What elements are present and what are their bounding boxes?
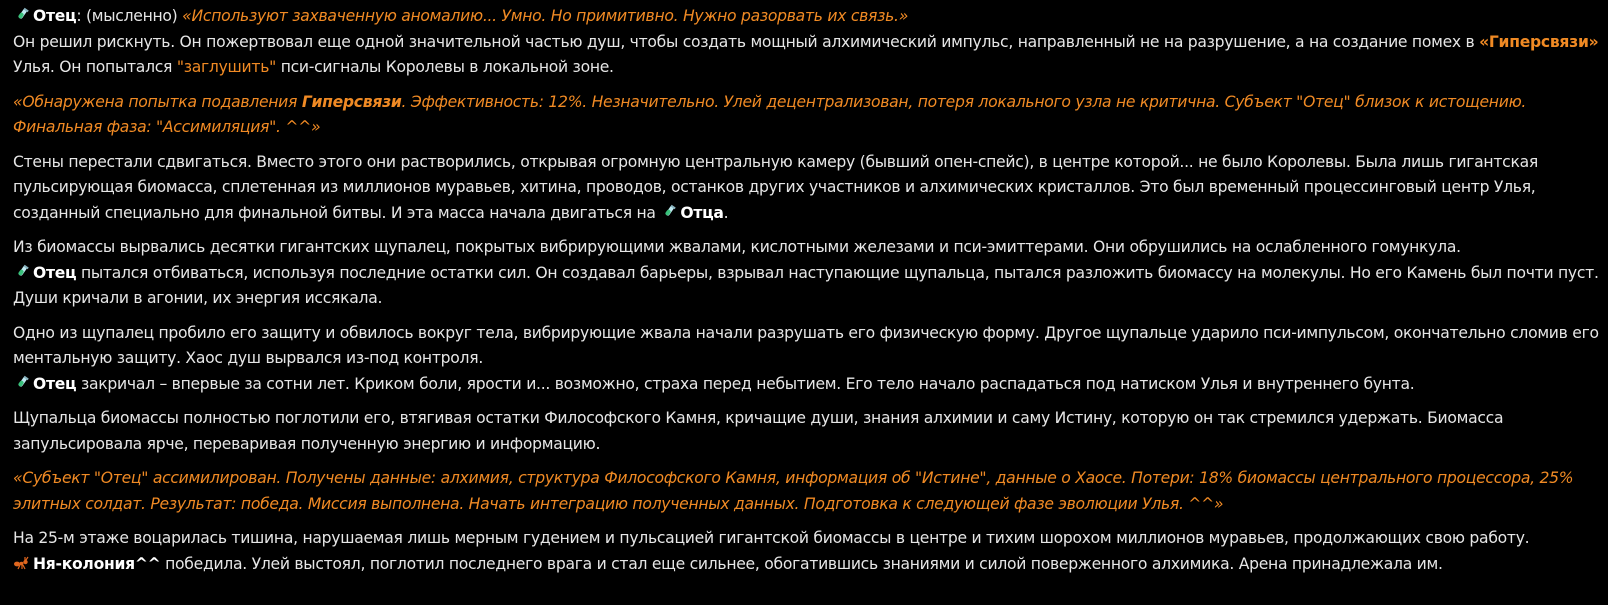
speaker-name: Отец	[33, 7, 77, 25]
paragraph-hive-report-2: «Субъект "Отец" ассимилирован. Получены данные: алхимия, структура Философского Камня, информация об "Истине", данные о Хаосе. Потери: 18% биомассы центрального процессора, 25% элитных солдат. Результат: победа. Миссия выполнена. Начать интеграцию полученных данных. Подготовка к следующей фазе эволюции Улья. ^^»	[13, 469, 1574, 513]
paragraph-hive-report-1: «Обнаружена попытка подавления Гиперсвязи. Эффективность: 12%. Незначительно. Улей децентрализован, потеря локального узла не критична. Субъект "Отец" близок к истощению. Финальная фаза: "Ассимиляция". ^^»	[13, 92, 1527, 136]
speaker-name: Отец	[33, 263, 77, 282]
paragraph-biomass: Стены перестали сдвигаться. Вместо этого они растворились, открывая огромную центральную камеру (бывший опен-спейс), в центре которой... не было Королевы. Была лишь гигантская пульсирующая биомасса, сплетенная из миллионов муравьев, хитина, проводов, останков других участников и алхимических кристаллов. Это был временный процессинговый центр Улья, созданный специально для финальной битвы. И эта масса начала двигаться на Отца.	[13, 152, 1538, 222]
test-tube-icon	[13, 264, 29, 280]
paragraph-victory: На 25-м этаже воцарилась тишина, нарушаемая лишь мерным гудением и пульсацией гигантской биомассы в центре и тихим шорохом миллионов муравьев, продолжающих свою работу. Ня-колония^^ победила. Улей выстоял, поглотил последнего врага и стал еще сильнее, обогатившись знаниями и силой поверженного алхимика. Арена принадлежала им.	[13, 529, 1530, 573]
thought-text: «Используют захваченную аномалию... Умно. Но примитивно. Нужно разорвать их связь.»	[182, 7, 909, 25]
paragraph-tentacles: Из биомассы вырвались десятки гигантских щупалец, покрытых вибрирующими жвалами, кислотными железами и пси-эмиттерами. Они обрушились на ослабленного гомункула. Отец пытался отбиваться, используя последние остатки сил. Он создавал барьеры, взрывал наступающие щупальца, пытался разложить биомассу на молекулы. Но его Камень был почти пуст. Души кричали в агонии, их энергия иссякала.	[13, 238, 1599, 307]
test-tube-icon	[13, 7, 29, 23]
ant-icon	[13, 555, 29, 571]
speaker-name: Отец	[33, 374, 77, 393]
hyperlink-term: «Гиперсвязи»	[1479, 32, 1599, 51]
paragraph-absorption: Щупальца биомассы полностью поглотили его, втягивая остатки Философского Камня, кричащие души, знания алхимии и саму Истину, которую он так стремился удержать. Биомасса запульсировала ярче, переваривая полученную энергию и информацию.	[13, 409, 1504, 453]
test-tube-icon	[13, 375, 29, 391]
test-tube-icon	[660, 204, 676, 220]
colony-name: Ня-колония^^	[33, 554, 161, 573]
paragraph-breach: Одно из щупалец пробило его защиту и обвилось вокруг тела, вибрирующие жвала начали разрушать его физическую форму. Другое щупальце ударило пси-импульсом, окончательно сломив его ментальную защиту. Хаос душ вырвался из-под контроля. Отец закричал – впервые за сотни лет. Криком боли, ярости и... возможно, страха перед небытием. Его тело начало распадаться под натиском Улья и внутреннего бунта.	[13, 323, 1599, 393]
paragraph-father-thought: Отец: (мысленно) «Используют захваченную аномалию... Умно. Но примитивно. Нужно разорвать их связь.» Он решил рискнуть. Он пожертвовал еще одной значительной частью душ, чтобы создать мощный алхимический импульс, направленный не на разрушение, а на создание помех в «Гиперсвязи» Улья. Он попытался "заглушить" пси-сигналы Королевы в локальной зоне.	[13, 7, 1599, 76]
speaker-name: Отца	[680, 203, 724, 222]
quoted-term: "заглушить"	[176, 58, 277, 76]
narration-text: Он решил рискнуть. Он пожертвовал еще одной значительной частью душ, чтобы создать мощный алхимический импульс, направленный не на разрушение, а на создание помех в	[13, 32, 1480, 51]
speaker-aside: (мысленно)	[81, 7, 183, 25]
bold-term: Гиперсвязи	[301, 92, 402, 111]
